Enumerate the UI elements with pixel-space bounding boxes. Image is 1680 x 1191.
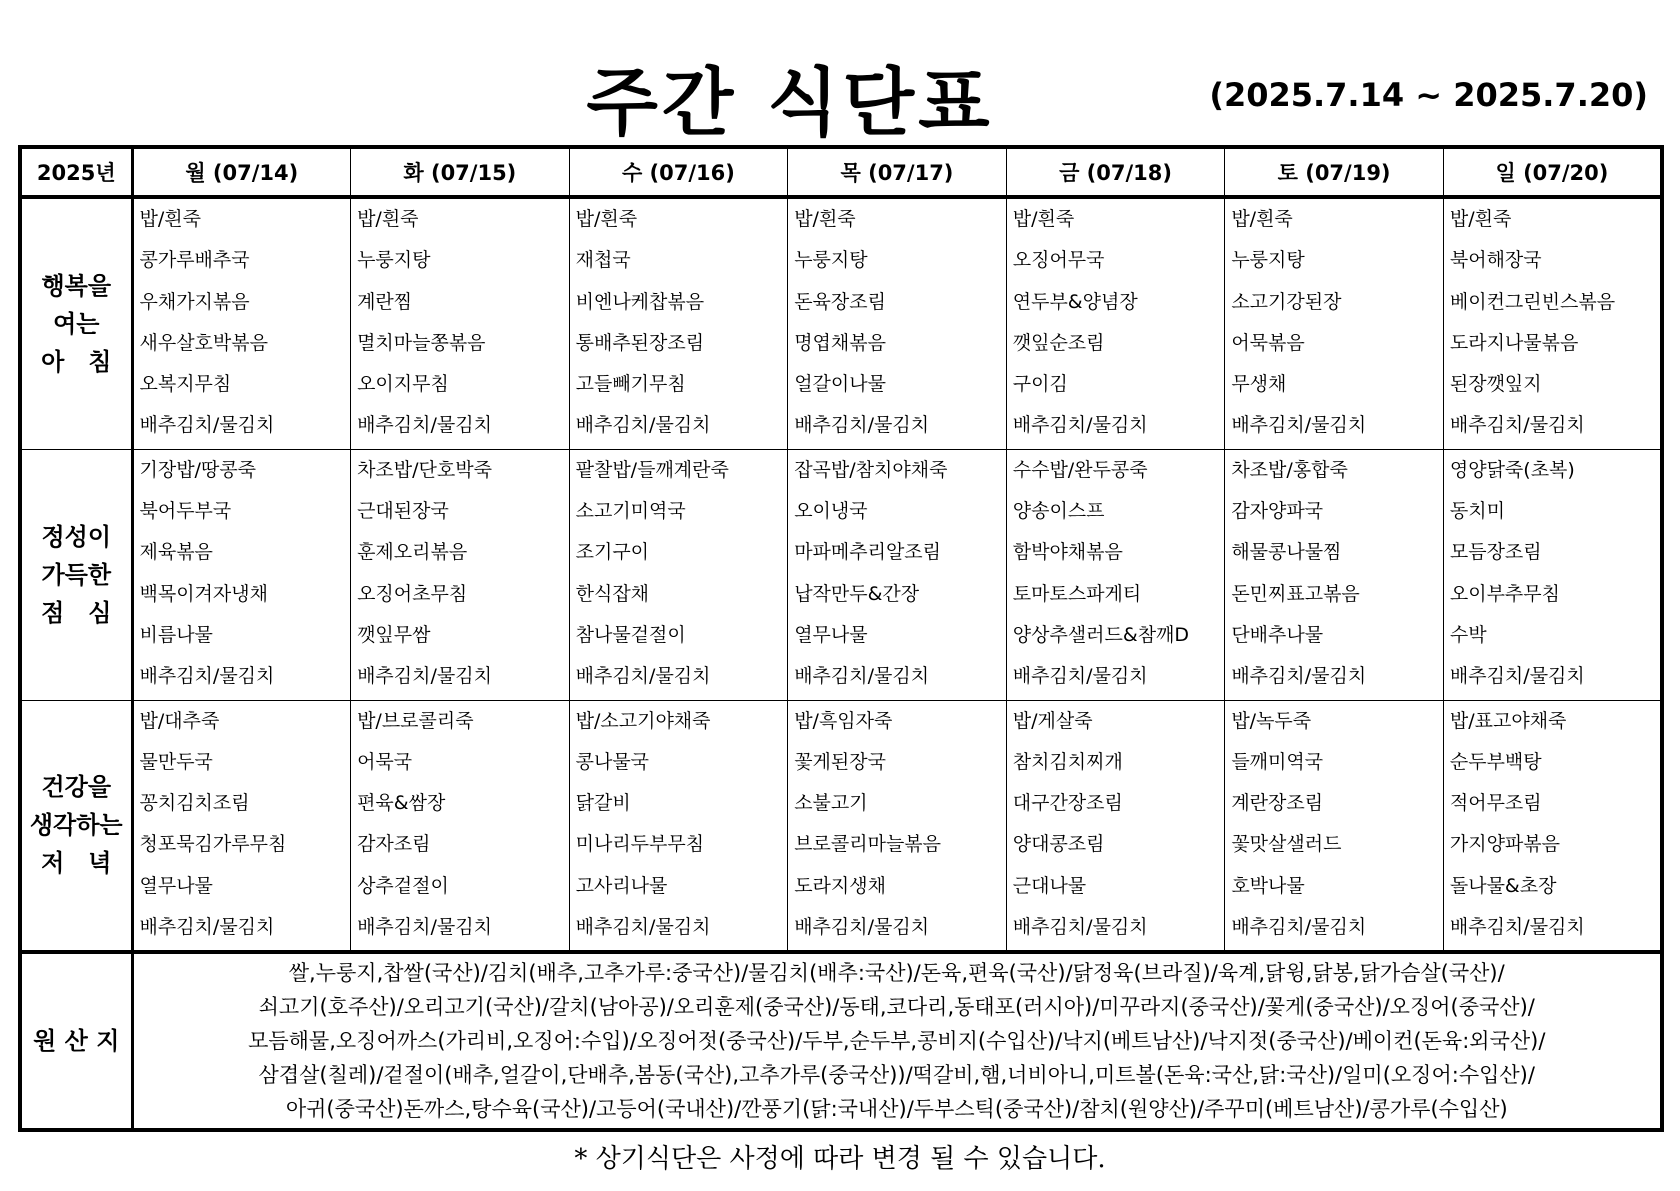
menu-item: 밥/흰죽 — [1449, 208, 1512, 230]
day-header-fri: 금 (07/18) — [1006, 147, 1225, 197]
menu-item-list — [1225, 701, 1443, 951]
header-row — [20, 147, 1662, 197]
menu-item: 해물콩나물찜 — [1231, 541, 1342, 564]
menu-item: 밥/소고기야채죽 — [575, 709, 711, 732]
meal-label-line: 정성이 — [41, 522, 112, 551]
menu-item: 상추겉절이 — [357, 874, 449, 897]
menu-item: 조기구이 — [575, 541, 650, 564]
menu-item: 가지양파볶음 — [1449, 833, 1560, 856]
menu-item: 어묵국 — [357, 750, 413, 773]
menu-item: 계란찜 — [357, 290, 413, 313]
menu-item: 누룽지탕 — [794, 249, 868, 272]
menu-cell-lunch-fri — [1006, 449, 1225, 700]
origin-row — [20, 952, 1662, 1130]
origin-line: 모듬해물,오징어까스(가리비,오징어:수입)/오징어젓(중국산)/두부,순두부,콩비지(수입산)/낙지(베트남산)/낙지젓(중국산)/베이컨(돈육:외국산)/ — [248, 1029, 1546, 1054]
menu-cell-dinner-thu — [788, 700, 1007, 952]
menu-item: 배추김치/물김치 — [794, 414, 930, 437]
menu-cell-breakfast-sat — [1225, 197, 1444, 449]
menu-item: 계란장조림 — [1231, 792, 1324, 815]
menu-item-list — [1444, 701, 1660, 951]
origin-line: 쇠고기(호주산)/오리고기(국산)/갈치(남아공)/오리훈제(중국산)/동태,코다리,동태포(러시아)/미꾸라지(중국산)/꽃게(중국산)/오징어(중국산)/ — [258, 995, 1535, 1020]
menu-item: 밥/흰죽 — [794, 208, 856, 230]
menu-item: 배추김치/물김치 — [139, 665, 275, 688]
menu-item: 밥/흰죽 — [1012, 208, 1075, 230]
menu-item: 배추김치/물김치 — [575, 916, 711, 939]
menu-item-list — [788, 701, 1006, 951]
menu-item-list — [351, 701, 569, 951]
menu-item: 배추김치/물김치 — [1231, 665, 1367, 688]
menu-cell-dinner-fri — [1006, 700, 1225, 952]
menu-item: 감자조림 — [357, 833, 431, 856]
menu-item: 제육볶음 — [139, 541, 213, 564]
menu-item: 수박 — [1449, 623, 1487, 646]
menu-item-list — [1444, 450, 1660, 700]
meal-label-line: 건강을 — [41, 773, 112, 802]
menu-item: 양대콩조림 — [1012, 833, 1105, 856]
meal-label-breakfast — [20, 197, 132, 449]
menu-item: 꽁치김치조림 — [139, 792, 250, 815]
origin-line: 삼겹살(칠레)/겉절이(배추,얼갈이,단배추,봄동(국산),고추가루(중국산))/떡갈비,햄,너비아니,미트볼(돈육:국산,닭:국산)/일미(오징어:수입산)/ — [258, 1063, 1535, 1088]
menu-item: 단배추나물 — [1231, 623, 1324, 646]
menu-item: 들깨미역국 — [1231, 750, 1324, 773]
day-header-sun: 일 (07/20) — [1443, 147, 1662, 197]
menu-item: 순두부백탕 — [1449, 750, 1542, 773]
menu-item: 구이김 — [1012, 373, 1068, 396]
menu-item-list — [570, 701, 788, 951]
menu-item: 멸치마늘쫑볶음 — [357, 331, 486, 354]
meal-label-line: 생각하는 — [29, 811, 123, 840]
menu-item-list — [788, 450, 1006, 700]
menu-item: 참나물겉절이 — [575, 623, 686, 646]
menu-item-list — [134, 199, 351, 449]
day-header-tue: 화 (07/15) — [351, 147, 570, 197]
menu-item: 새우살호박볶음 — [139, 331, 268, 354]
menu-item: 호박나물 — [1231, 874, 1305, 897]
menu-item: 양송이스프 — [1012, 500, 1105, 523]
menu-cell-lunch-sat — [1225, 449, 1444, 700]
meal-label-line: 점 심 — [41, 598, 112, 627]
menu-item: 배추김치/물김치 — [139, 916, 275, 939]
menu-cell-breakfast-tue — [351, 197, 570, 449]
menu-item: 돈민찌표고볶음 — [1231, 582, 1360, 605]
menu-item: 소불고기 — [794, 792, 868, 815]
weekly-menu-table — [18, 145, 1664, 1132]
menu-cell-lunch-thu — [788, 449, 1007, 700]
meal-label-line: 행복을 — [41, 271, 112, 300]
menu-item: 열무나물 — [139, 874, 213, 897]
menu-item: 오징어초무침 — [357, 582, 468, 605]
menu-item: 오복지무침 — [139, 373, 232, 396]
menu-item-list — [570, 199, 788, 449]
menu-item: 팥찰밥/들깨계란죽 — [575, 458, 729, 481]
menu-item: 누룽지탕 — [1231, 249, 1305, 272]
menu-item: 밥/브로콜리죽 — [357, 709, 474, 732]
menu-item: 밥/흑임자죽 — [794, 709, 893, 732]
menu-item: 배추김치/물김치 — [139, 414, 275, 437]
meal-label-dinner — [20, 700, 132, 952]
menu-item: 배추김치/물김치 — [1449, 414, 1585, 437]
menu-item: 배추김치/물김치 — [1012, 916, 1148, 939]
menu-cell-breakfast-thu — [788, 197, 1007, 449]
menu-item: 소고기미역국 — [575, 500, 686, 523]
menu-item: 밥/흰죽 — [1231, 208, 1293, 230]
menu-item: 한식잡채 — [575, 582, 650, 605]
menu-item: 배추김치/물김치 — [357, 916, 492, 939]
menu-item-list — [1225, 199, 1443, 449]
menu-item: 훈제오리볶음 — [357, 541, 468, 564]
menu-item-list — [134, 701, 351, 951]
menu-cell-dinner-sat — [1225, 700, 1444, 952]
menu-item: 근대나물 — [1012, 874, 1087, 897]
menu-item: 닭갈비 — [575, 792, 631, 815]
menu-item: 누룽지탕 — [357, 249, 431, 272]
menu-item-list — [1225, 450, 1443, 700]
menu-item: 고사리나물 — [575, 874, 668, 897]
meal-label-line: 가득한 — [41, 560, 112, 589]
menu-item: 북어해장국 — [1449, 249, 1542, 272]
menu-item-list — [570, 450, 788, 700]
footnote: * 상기식단은 사정에 따라 변경 될 수 있습니다. — [574, 1144, 1106, 1174]
menu-item: 양상추샐러드&참깨D — [1012, 623, 1190, 646]
meal-label-line: 아 침 — [41, 347, 112, 376]
menu-item: 배추김치/물김치 — [1449, 916, 1585, 939]
menu-item: 밥/흰죽 — [139, 208, 201, 230]
menu-cell-breakfast-fri — [1006, 197, 1225, 449]
menu-item: 얼갈이나물 — [794, 373, 886, 396]
origin-label: 원 산 지 — [20, 952, 132, 1130]
day-header-mon: 월 (07/14) — [132, 147, 351, 197]
menu-item: 납작만두&간장 — [794, 582, 920, 605]
menu-item: 밥/표고야채죽 — [1449, 709, 1567, 732]
menu-item: 소고기강된장 — [1231, 290, 1342, 313]
menu-item-list — [1007, 450, 1225, 700]
menu-item: 어묵볶음 — [1231, 331, 1305, 354]
meal-label-lunch — [20, 449, 132, 700]
menu-item: 함박야채볶음 — [1012, 541, 1123, 564]
origin-info — [132, 952, 1662, 1130]
menu-item-list — [788, 199, 1006, 449]
menu-cell-dinner-mon — [132, 700, 351, 952]
menu-item: 콩나물국 — [575, 750, 650, 773]
menu-cell-lunch-mon — [132, 449, 351, 700]
origin-line: 쌀,누룽지,찹쌀(국산)/김치(배추,고추가루:중국산)/물김치(배추:국산)/돈육,편육(국산)/닭정육(브라질)/육계,닭윙,닭봉,닭가슴살(국산)/ — [288, 961, 1505, 986]
menu-item: 미나리두부무침 — [575, 833, 705, 856]
menu-item: 토마토스파게티 — [1012, 582, 1142, 605]
menu-cell-dinner-tue — [351, 700, 570, 952]
menu-item: 밥/흰죽 — [575, 208, 638, 230]
menu-item: 깻잎순조림 — [1012, 331, 1105, 354]
menu-item: 차조밥/홍합죽 — [1231, 458, 1348, 481]
meal-row-lunch — [20, 449, 1662, 700]
menu-item: 영양닭죽(초복) — [1449, 458, 1575, 481]
menu-cell-lunch-tue — [351, 449, 570, 700]
menu-item: 청포묵김가루무침 — [139, 833, 287, 856]
meal-label-line: 저 녁 — [41, 849, 112, 878]
menu-item: 마파메추리알조림 — [794, 541, 942, 564]
menu-cell-dinner-sun — [1443, 700, 1662, 952]
menu-item: 차조밥/단호박죽 — [357, 458, 492, 481]
menu-item: 돌나물&초장 — [1449, 874, 1557, 897]
menu-item: 북어두부국 — [139, 500, 232, 523]
menu-item: 밥/대추죽 — [139, 709, 220, 732]
menu-item: 배추김치/물김치 — [1012, 665, 1148, 688]
menu-cell-breakfast-wed — [569, 197, 788, 449]
menu-item: 열무나물 — [794, 623, 868, 646]
menu-item: 배추김치/물김치 — [1449, 665, 1585, 688]
menu-item: 동치미 — [1449, 500, 1505, 523]
menu-item: 된장깻잎지 — [1449, 373, 1542, 396]
page-title: 주간 식단표 — [586, 60, 994, 146]
menu-item: 콩가루배추국 — [139, 249, 250, 272]
menu-item: 배추김치/물김치 — [575, 665, 711, 688]
menu-item: 돈육장조림 — [794, 290, 886, 313]
menu-item: 통배추된장조림 — [575, 331, 705, 354]
menu-item-list — [134, 450, 351, 700]
menu-item: 배추김치/물김치 — [1231, 414, 1367, 437]
menu-cell-breakfast-mon — [132, 197, 351, 449]
menu-item: 근대된장국 — [357, 500, 449, 523]
menu-item: 꽃게된장국 — [794, 750, 886, 773]
menu-item: 깻잎무쌈 — [357, 623, 431, 646]
menu-item: 배추김치/물김치 — [575, 414, 711, 437]
menu-item: 수수밥/완두콩죽 — [1012, 458, 1148, 481]
menu-item: 배추김치/물김치 — [794, 916, 930, 939]
menu-item: 밥/흰죽 — [357, 208, 419, 230]
menu-item: 오징어무국 — [1012, 249, 1105, 272]
menu-item: 물만두국 — [139, 750, 213, 773]
meal-label-line: 여는 — [53, 309, 100, 338]
menu-item: 오이부추무침 — [1449, 582, 1560, 605]
menu-item-list — [1007, 701, 1225, 951]
menu-item: 배추김치/물김치 — [794, 665, 930, 688]
date-range: (2025.7.14 ~ 2025.7.20) — [1209, 76, 1648, 114]
menu-item: 연두부&양념장 — [1012, 290, 1138, 313]
menu-item: 감자양파국 — [1231, 500, 1324, 523]
menu-item-list — [351, 450, 569, 700]
day-header-wed: 수 (07/16) — [569, 147, 788, 197]
menu-item: 모듬장조림 — [1449, 541, 1542, 564]
menu-item: 오이냉국 — [794, 500, 868, 523]
menu-item: 비름나물 — [139, 623, 213, 646]
menu-item: 배추김치/물김치 — [357, 414, 492, 437]
menu-cell-breakfast-sun — [1443, 197, 1662, 449]
menu-item: 밥/녹두죽 — [1231, 709, 1312, 732]
meal-row-breakfast — [20, 197, 1662, 449]
year-header: 2025년 — [20, 147, 132, 197]
menu-item: 명엽채볶음 — [794, 331, 886, 354]
day-header-thu: 목 (07/17) — [788, 147, 1007, 197]
menu-item: 고들빼기무침 — [575, 373, 686, 396]
menu-item: 재첩국 — [575, 249, 631, 272]
menu-item-list — [1007, 199, 1225, 449]
menu-item: 배추김치/물김치 — [357, 665, 492, 688]
menu-item: 참치김치찌개 — [1012, 750, 1123, 773]
menu-item: 꽃맛살샐러드 — [1231, 833, 1342, 856]
menu-cell-lunch-sun — [1443, 449, 1662, 700]
menu-item: 오이지무침 — [357, 373, 449, 396]
menu-item: 잡곡밥/참치야채죽 — [794, 458, 948, 481]
menu-item: 무생채 — [1231, 373, 1287, 396]
menu-item: 적어무조림 — [1449, 792, 1542, 815]
menu-item: 대구간장조림 — [1012, 792, 1123, 815]
menu-item: 밥/게살죽 — [1012, 709, 1093, 732]
menu-item-list — [1444, 199, 1660, 449]
menu-item: 브로콜리마늘볶음 — [794, 833, 942, 856]
meal-row-dinner — [20, 700, 1662, 952]
menu-item: 편육&쌈장 — [357, 792, 446, 815]
menu-item: 배추김치/물김치 — [1231, 916, 1367, 939]
day-header-sat: 토 (07/19) — [1225, 147, 1444, 197]
menu-cell-dinner-wed — [569, 700, 788, 952]
menu-item: 도라지생채 — [794, 874, 886, 897]
menu-item: 우채가지볶음 — [139, 290, 250, 313]
origin-line: 아귀(중국산)돈까스,탕수육(국산)/고등어(국내산)/깐풍기(닭:국내산)/두부스틱(중국산)/참치(원양산)/주꾸미(베트남산)/콩가루(수입산) — [285, 1097, 1508, 1122]
menu-item-list — [351, 199, 569, 449]
menu-item: 도라지나물볶음 — [1449, 331, 1579, 354]
menu-item: 배추김치/물김치 — [1012, 414, 1148, 437]
menu-item: 백목이겨자냉채 — [139, 582, 268, 605]
menu-item: 베이컨그린빈스볶음 — [1449, 290, 1616, 313]
menu-item: 비엔나케찹볶음 — [575, 290, 705, 313]
menu-item: 기장밥/땅콩죽 — [139, 458, 257, 481]
menu-cell-lunch-wed — [569, 449, 788, 700]
